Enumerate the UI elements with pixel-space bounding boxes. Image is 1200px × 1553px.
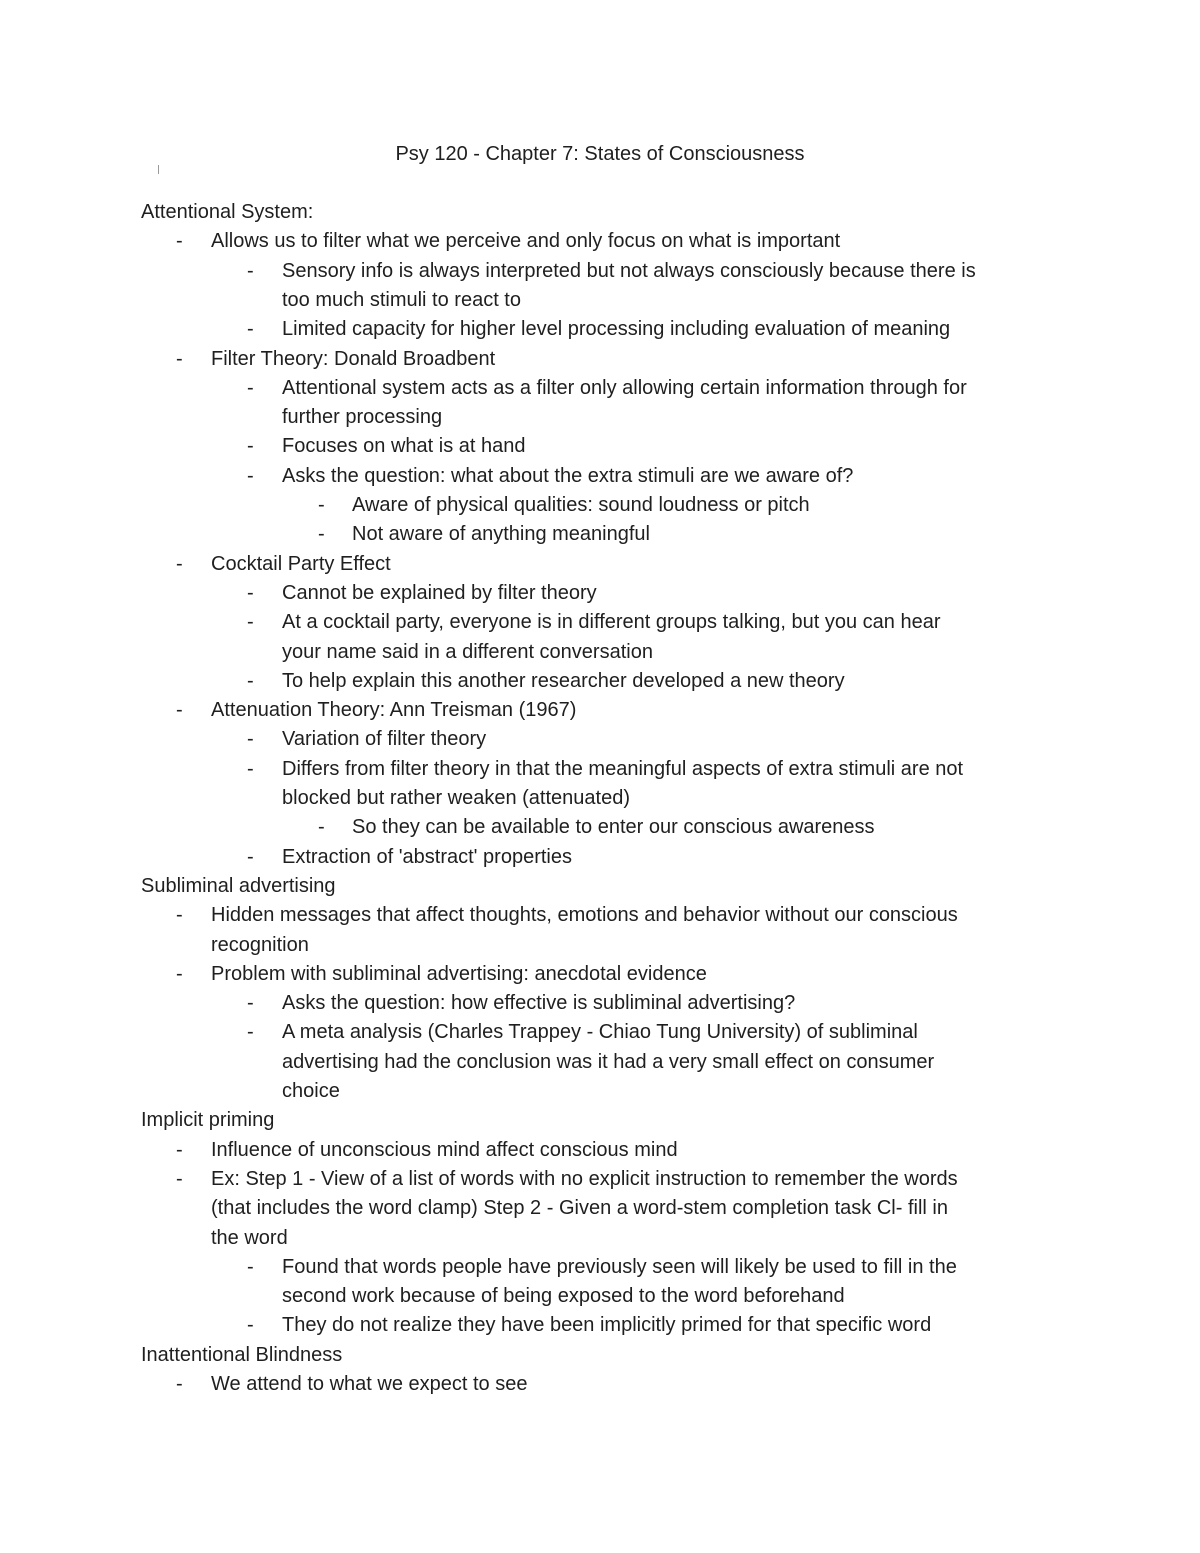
- bullet-item: [0, 550, 1200, 579]
- bullet-item: [0, 696, 1200, 725]
- line-text: Implicit priming: [141, 1109, 275, 1132]
- bullet-item: [0, 257, 1200, 286]
- bullet-item: [0, 755, 1200, 784]
- line-text: Cocktail Party Effect: [211, 552, 391, 575]
- bullet-continuation: [0, 638, 1200, 667]
- bullet-item: [0, 843, 1200, 872]
- bullet-item: [0, 579, 1200, 608]
- line-text: further processing: [282, 406, 443, 429]
- line-text: Asks the question: how effective is subliminal advertising?: [282, 992, 796, 1015]
- bullet-dash: -: [318, 816, 325, 839]
- line-text: Found that words people have previously seen will likely be used to fill in the: [282, 1255, 957, 1278]
- line-text: Aware of physical qualities: sound loudness or pitch: [352, 494, 810, 516]
- bullet-dash: -: [318, 494, 325, 516]
- bullet-item: [0, 520, 1200, 549]
- line-text: the word: [211, 1226, 288, 1249]
- line-text: So they can be available to enter our conscious awareness: [352, 816, 875, 839]
- bullet-dash: -: [176, 552, 183, 575]
- section-heading: [0, 1106, 1200, 1135]
- line-text: choice: [282, 1080, 340, 1102]
- line-text: second work because of being exposed to the word beforehand: [282, 1285, 845, 1308]
- bullet-item: [0, 1136, 1200, 1165]
- line-text: advertising had the conclusion was it had a very small effect on consumer: [282, 1050, 935, 1073]
- line-text: At a cocktail party, everyone is in different groups talking, but you can hear: [282, 611, 941, 634]
- bullet-dash: -: [247, 318, 254, 341]
- bullet-dash: -: [247, 581, 254, 604]
- bullet-dash: -: [247, 259, 254, 282]
- line-text: Problem with subliminal advertising: anecdotal evidence: [211, 962, 707, 985]
- bullet-item: [0, 315, 1200, 344]
- line-text: blocked but rather weaken (attenuated): [282, 787, 630, 809]
- bullet-item: [0, 1018, 1200, 1047]
- bullet-item: [0, 725, 1200, 754]
- bullet-item: [0, 1311, 1200, 1340]
- bullet-dash: -: [176, 347, 183, 370]
- section-heading: [0, 198, 1200, 227]
- section-heading: [0, 1341, 1200, 1370]
- bullet-dash: -: [318, 523, 325, 546]
- bullet-continuation: [0, 403, 1200, 432]
- line-text: We attend to what we expect to see: [211, 1373, 528, 1395]
- line-text: your name said in a different conversation: [282, 640, 653, 663]
- line-text: Allows us to filter what we perceive and only focus on what is important: [211, 230, 841, 253]
- bullet-dash: -: [247, 611, 254, 634]
- bullet-continuation: [0, 1194, 1200, 1223]
- line-text: Focuses on what is at hand: [282, 435, 526, 458]
- line-text: Differs from filter theory in that the meaningful aspects of extra stimuli are not: [282, 757, 964, 780]
- bullet-item: [0, 374, 1200, 403]
- bullet-item: [0, 1165, 1200, 1194]
- line-text: Extraction of 'abstract' properties: [282, 845, 572, 868]
- bullet-item: [0, 462, 1200, 491]
- line-text: Attentional system acts as a filter only allowing certain information through for: [282, 376, 967, 399]
- line-text: Inattentional Blindness: [141, 1343, 343, 1366]
- line-text: Not aware of anything meaningful: [352, 523, 650, 546]
- bullet-item: [0, 901, 1200, 930]
- bullet-dash: -: [176, 230, 183, 253]
- bullet-item: [0, 667, 1200, 696]
- bullet-dash: -: [247, 728, 254, 751]
- line-text: Filter Theory: Donald Broadbent: [211, 347, 496, 370]
- line-text: recognition: [211, 933, 309, 956]
- line-text: Hidden messages that affect thoughts, emotions and behavior without our conscious: [211, 904, 958, 927]
- line-text: Variation of filter theory: [282, 728, 487, 751]
- bullet-dash: -: [247, 1314, 254, 1337]
- line-text: To help explain this another researcher developed a new theory: [282, 669, 845, 692]
- line-text: Subliminal advertising: [141, 874, 336, 897]
- bullet-dash: -: [247, 435, 254, 458]
- line-text: Cannot be explained by filter theory: [282, 581, 597, 604]
- line-text: (that includes the word clamp) Step 2 - Given a word-stem completion task Cl- fill in: [211, 1197, 948, 1220]
- bullet-continuation: [0, 1077, 1200, 1106]
- bullet-dash: -: [176, 1373, 183, 1395]
- line-text: Influence of unconscious mind affect conscious mind: [211, 1138, 678, 1161]
- line-text: Limited capacity for higher level processing including evaluation of meaning: [282, 318, 951, 341]
- bullet-item: [0, 608, 1200, 637]
- bullet-item: [0, 989, 1200, 1018]
- bullet-continuation: [0, 931, 1200, 960]
- bullet-continuation: [0, 1048, 1200, 1077]
- bullet-dash: -: [176, 904, 183, 927]
- bullet-item: [0, 1253, 1200, 1282]
- line-text: Asks the question: what about the extra stimuli are we aware of?: [282, 464, 854, 487]
- bullet-item: [0, 227, 1200, 256]
- line-text: Attenuation Theory: Ann Treisman (1967): [211, 699, 577, 722]
- bullet-dash: -: [176, 699, 183, 722]
- line-text: They do not realize they have been implicitly primed for that specific word: [282, 1314, 932, 1337]
- bullet-item: [0, 491, 1200, 520]
- bullet-item: [0, 1370, 1200, 1399]
- bullet-dash: -: [247, 669, 254, 692]
- bullet-dash: -: [247, 757, 254, 780]
- section-heading: [0, 872, 1200, 901]
- bullet-item: [0, 432, 1200, 461]
- line-text: A meta analysis (Charles Trappey - Chiao Tung University) of subliminal: [282, 1021, 918, 1044]
- bullet-item: [0, 345, 1200, 374]
- line-text: Attentional System:: [141, 201, 314, 223]
- bullet-item: [0, 813, 1200, 842]
- bullet-dash: -: [247, 992, 254, 1015]
- bullet-dash: -: [176, 1138, 183, 1161]
- bullet-dash: -: [247, 845, 254, 868]
- bullet-dash: -: [247, 1021, 254, 1044]
- bullet-dash: -: [176, 1167, 183, 1190]
- line-text: Sensory info is always interpreted but not always consciously because there is: [282, 259, 976, 282]
- line-text: Ex: Step 1 - View of a list of words with no explicit instruction to remember the words: [211, 1167, 958, 1190]
- stray-mark: [158, 165, 159, 174]
- bullet-continuation: [0, 1224, 1200, 1253]
- page-title: Psy 120 - Chapter 7: States of Consciousness: [395, 143, 805, 165]
- bullet-item: [0, 960, 1200, 989]
- bullet-continuation: [0, 286, 1200, 315]
- bullet-dash: -: [247, 1255, 254, 1278]
- bullet-continuation: [0, 1282, 1200, 1311]
- bullet-dash: -: [176, 962, 183, 985]
- line-text: too much stimuli to react to: [282, 288, 521, 311]
- bullet-dash: -: [247, 464, 254, 487]
- bullet-dash: -: [247, 376, 254, 399]
- bullet-continuation: [0, 784, 1200, 813]
